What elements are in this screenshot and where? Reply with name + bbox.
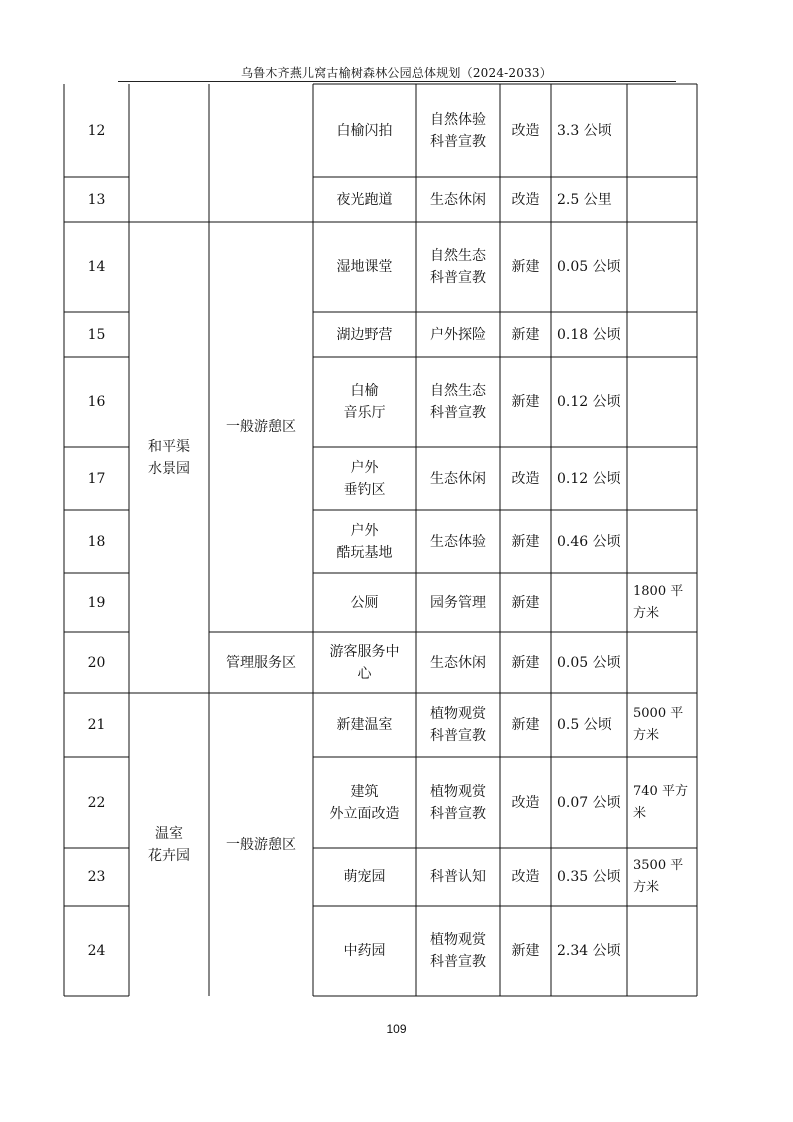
project-function-text: 生态休闲 (430, 654, 486, 671)
project-scale-text: 0.5 公顷 (557, 717, 612, 733)
project-function-text: 自然生态 (430, 383, 486, 399)
project-note-text: 1800 平 (633, 583, 684, 599)
construction-type-text: 改造 (511, 191, 540, 208)
project-name-text: 白榆闪拍 (336, 122, 393, 139)
project-function (416, 84, 500, 177)
project-name (313, 848, 416, 906)
zone-label-text: 一般游憩区 (226, 419, 296, 435)
project-note (627, 573, 697, 632)
project-name (313, 84, 416, 177)
construction-type-text: 新建 (511, 259, 540, 275)
project-note (627, 312, 697, 357)
construction-type-text: 改造 (511, 869, 540, 885)
project-function-text: 植物观赏 (430, 932, 486, 948)
project-note (627, 222, 697, 312)
project-scale-text: 0.12 公顷 (557, 394, 621, 410)
project-note-text: 5000 平 (633, 706, 684, 721)
project-function (416, 510, 500, 573)
row-number (64, 693, 129, 757)
project-note-text: 方米 (633, 605, 660, 621)
project-scale (551, 447, 627, 510)
project-name-text: 新建温室 (336, 717, 393, 733)
construction-type-text: 改造 (511, 470, 540, 487)
project-function (416, 573, 500, 632)
construction-type-text: 新建 (511, 326, 540, 343)
project-function-text: 自然生态 (430, 248, 486, 264)
construction-type-text: 改造 (511, 122, 540, 139)
project-name-text: 白榆 (350, 383, 379, 399)
row-number-text: 15 (87, 326, 106, 343)
project-function (416, 222, 500, 312)
row-number (64, 177, 129, 222)
project-scale-text: 0.12 公顷 (557, 470, 621, 487)
project-note (627, 632, 697, 693)
project-scale (551, 357, 627, 447)
zone-label (209, 222, 313, 632)
project-scale (551, 510, 627, 573)
construction-type-text: 新建 (511, 533, 540, 550)
project-scale (551, 906, 627, 996)
project-function-text: 生态体验 (430, 533, 486, 550)
project-name (313, 573, 416, 632)
row-number-text: 16 (87, 394, 106, 410)
project-name (313, 757, 416, 848)
row-number-text: 20 (87, 654, 106, 671)
row-number-text: 19 (87, 594, 106, 611)
project-name (313, 312, 416, 357)
row-number-text: 23 (87, 869, 106, 885)
garden-group-text: 温室 (155, 825, 183, 842)
construction-type (500, 447, 551, 510)
project-note-text: 米 (633, 805, 647, 821)
project-function-text: 科普宣教 (430, 805, 486, 822)
project-note-text: 740 平方 (633, 783, 688, 799)
project-name (313, 906, 416, 996)
project-name (313, 222, 416, 312)
construction-type-text: 新建 (511, 654, 540, 671)
project-note-text: 3500 平 (633, 858, 684, 873)
row-number-text: 24 (87, 943, 106, 959)
construction-type (500, 848, 551, 906)
row-number-text: 12 (87, 122, 106, 139)
project-function (416, 757, 500, 848)
project-name (313, 177, 416, 222)
project-note-text: 方米 (633, 880, 660, 895)
project-function (416, 447, 500, 510)
project-scale (551, 693, 627, 757)
project-name-text: 户外 (350, 522, 379, 539)
construction-type (500, 312, 551, 357)
project-function-text: 科普认知 (430, 869, 486, 885)
project-function-text: 科普宣教 (430, 728, 486, 744)
row-number-text: 18 (87, 533, 106, 550)
project-scale (551, 848, 627, 906)
project-function-text: 户外探险 (430, 326, 486, 343)
zone-label (209, 632, 313, 693)
project-function-text: 生态休闲 (430, 470, 486, 487)
page-number: 109 (386, 1022, 407, 1036)
row-number (64, 84, 129, 177)
garden-group-text: 花卉园 (148, 847, 190, 864)
project-function-text: 科普宣教 (430, 954, 486, 970)
project-name-text: 萌宠园 (343, 869, 386, 885)
construction-type-text: 新建 (511, 943, 540, 959)
project-name-text: 户外 (350, 459, 379, 476)
construction-type (500, 357, 551, 447)
project-function (416, 848, 500, 906)
project-name-text: 心 (357, 665, 372, 682)
project-name (313, 510, 416, 573)
zone-label (209, 693, 313, 996)
project-note (627, 84, 697, 177)
row-number (64, 848, 129, 906)
project-function-text: 园务管理 (430, 594, 486, 611)
project-name-text: 夜光跑道 (336, 191, 393, 208)
project-scale-text: 0.07 公顷 (557, 794, 621, 811)
row-number (64, 447, 129, 510)
project-name-text: 湖边野营 (336, 326, 393, 343)
project-note (627, 177, 697, 222)
project-name-text: 建筑 (350, 783, 379, 800)
construction-type-text: 新建 (511, 394, 540, 410)
project-name-text: 外立面改造 (329, 805, 400, 822)
row-number (64, 510, 129, 573)
running-header: 乌鲁木齐燕儿窝古榆树森林公园总体规划（2024-2033） (241, 66, 552, 80)
row-number-text: 22 (87, 794, 106, 811)
project-function-text: 自然体验 (430, 111, 486, 128)
construction-type-text: 改造 (511, 794, 540, 811)
zone-label-text: 管理服务区 (226, 654, 296, 671)
row-number-text: 14 (87, 259, 106, 275)
project-scale (551, 632, 627, 693)
construction-type (500, 222, 551, 312)
project-note (627, 447, 697, 510)
project-function (416, 906, 500, 996)
project-function (416, 357, 500, 447)
row-number (64, 357, 129, 447)
construction-type (500, 177, 551, 222)
row-number-text: 21 (87, 717, 106, 733)
project-function (416, 312, 500, 357)
project-scale-text: 3.3 公顷 (557, 122, 612, 139)
project-scale (551, 573, 627, 632)
construction-type (500, 510, 551, 573)
project-name-text: 垂钓区 (343, 481, 386, 498)
project-function-text: 植物观赏 (430, 706, 486, 722)
project-name (313, 693, 416, 757)
zone-label-text: 一般游憩区 (226, 836, 296, 853)
project-scale-text: 0.46 公顷 (557, 533, 621, 550)
project-name-text: 公厕 (350, 594, 379, 611)
row-number (64, 312, 129, 357)
project-function-text: 科普宣教 (430, 270, 486, 286)
project-function-text: 生态休闲 (430, 191, 486, 208)
project-scale (551, 222, 627, 312)
project-note-text: 方米 (633, 728, 660, 743)
construction-type-text: 新建 (511, 594, 540, 611)
row-number (64, 757, 129, 848)
row-number-text: 13 (87, 191, 106, 208)
project-function (416, 693, 500, 757)
project-function (416, 632, 500, 693)
project-name-text: 音乐厅 (343, 405, 386, 421)
project-scale (551, 312, 627, 357)
project-name (313, 632, 416, 693)
garden-group-text: 和平渠 (148, 438, 190, 455)
project-scale-text: 2.34 公顷 (557, 943, 621, 959)
project-note (627, 757, 697, 848)
project-note (627, 906, 697, 996)
row-number (64, 222, 129, 312)
project-scale-text: 0.18 公顷 (557, 326, 621, 343)
project-name (313, 357, 416, 447)
project-name-text: 游客服务中 (329, 643, 400, 660)
garden-group (129, 222, 209, 693)
construction-type (500, 906, 551, 996)
construction-type (500, 573, 551, 632)
garden-group-text: 水景园 (148, 460, 190, 477)
project-note (627, 693, 697, 757)
project-function-text: 科普宣教 (430, 133, 486, 150)
project-note (627, 848, 697, 906)
construction-type (500, 84, 551, 177)
project-function-text: 科普宣教 (430, 405, 486, 421)
construction-type (500, 632, 551, 693)
project-note (627, 357, 697, 447)
project-name-text: 湿地课堂 (336, 259, 393, 275)
project-name-text: 酷玩基地 (336, 544, 393, 561)
garden-group (129, 693, 209, 996)
project-name (313, 447, 416, 510)
construction-type-text: 新建 (511, 717, 540, 733)
project-scale (551, 757, 627, 848)
project-scale (551, 177, 627, 222)
project-function (416, 177, 500, 222)
row-number-text: 17 (87, 470, 106, 487)
project-name-text: 中药园 (343, 943, 386, 959)
project-scale-text: 0.05 公顷 (557, 259, 621, 275)
project-function-text: 植物观赏 (430, 783, 486, 800)
project-scale-text: 2.5 公里 (557, 191, 612, 208)
project-scale (551, 84, 627, 177)
row-number (64, 632, 129, 693)
project-note (627, 510, 697, 573)
project-scale-text: 0.35 公顷 (557, 869, 621, 885)
project-scale-text: 0.05 公顷 (557, 654, 621, 671)
row-number (64, 906, 129, 996)
row-number (64, 573, 129, 632)
construction-type (500, 757, 551, 848)
construction-type (500, 693, 551, 757)
